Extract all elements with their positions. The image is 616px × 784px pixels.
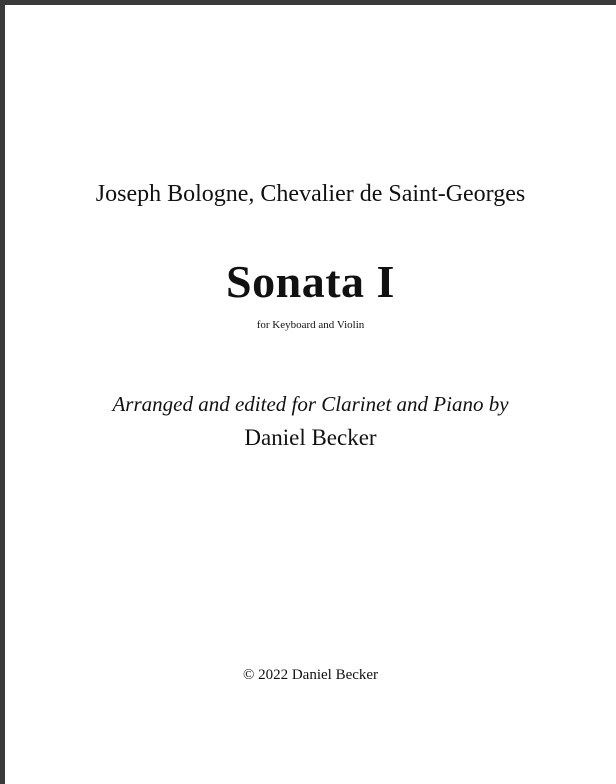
arranger-name: Daniel Becker	[244, 425, 377, 450]
copyright-notice: © 2022 Daniel Becker	[242, 667, 379, 683]
score-title: Sonata I	[226, 256, 395, 307]
arrangement-credit-text: Arranged and edited for Clarinet and Piano by	[112, 392, 509, 416]
score-subtitle: for Keyboard and Violin	[256, 319, 365, 331]
score-cover-page	[5, 5, 616, 784]
composer-name: Joseph Bologne, Chevalier de Saint-Georges	[95, 181, 526, 207]
